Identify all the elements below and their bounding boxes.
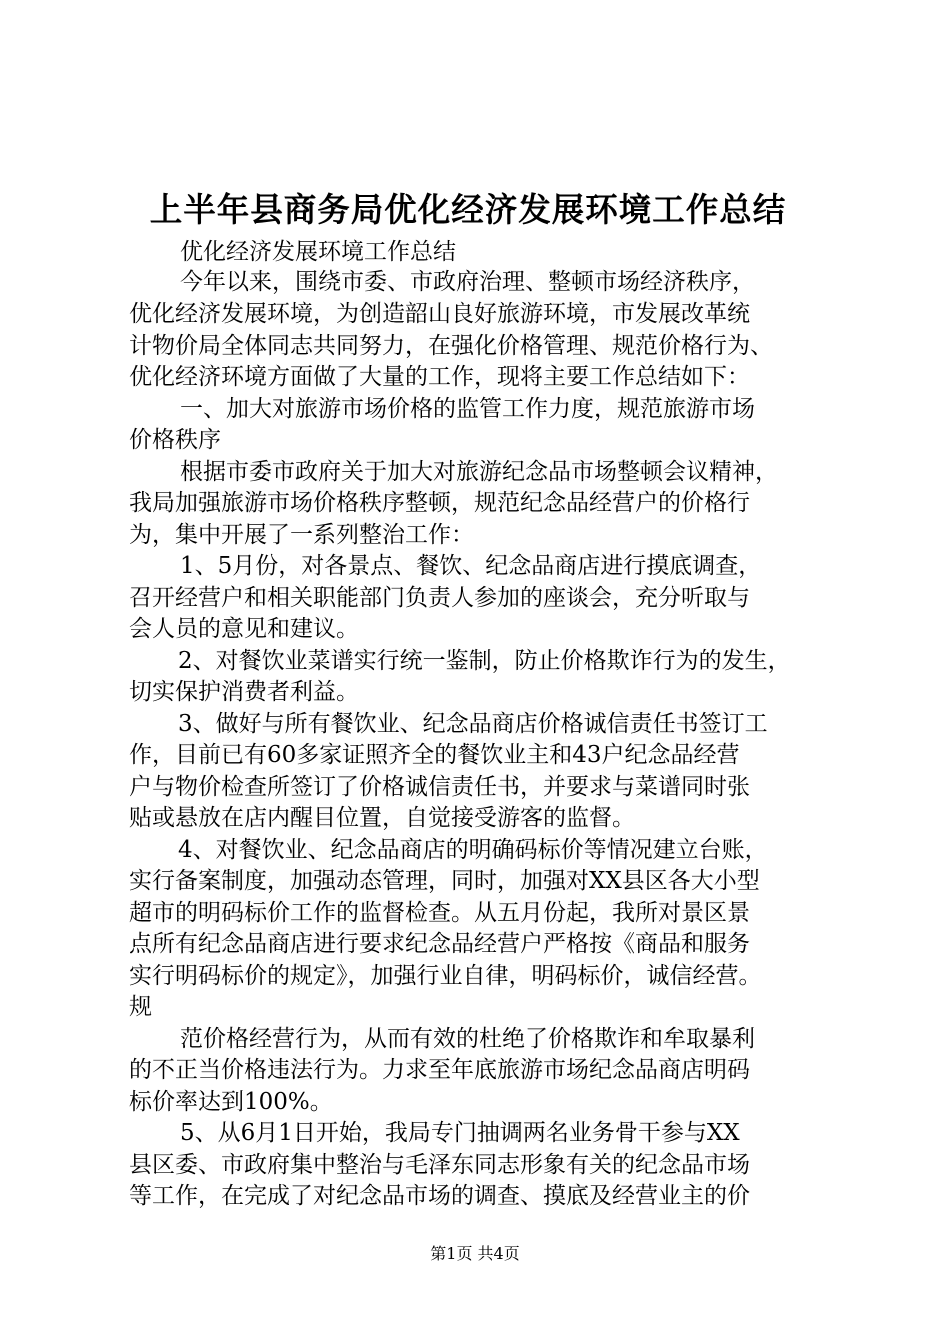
list-item-line: 1、5月份，对各景点、餐饮、纪念品商店进行摸底调查， [180,553,762,579]
list-item-line: 5、从6月1日开始，我局专门抽调两名业务骨干参与XX [180,1120,740,1146]
list-item-line: 点所有纪念品商店进行要求纪念品经营户严格按《商品和服务 [129,931,750,957]
list-item-line: 3、做好与所有餐饮业、纪念品商店价格诚信责任书签订工 [178,711,768,737]
list-item-line: 作，目前已有60多家证照齐全的餐饮业主和43户纪念品经营 [129,742,740,768]
paragraph-line: 优化经济发展环境，为创造韶山良好旅游环境，市发展改革统 [129,301,750,327]
list-item-line: 召开经营户和相关职能部门负责人参加的座谈会，充分听取与 [129,585,750,611]
list-item-line: 户与物价检查所签订了价格诚信责任书，并要求与菜谱同时张 [129,774,750,800]
list-item-line: 县区委、市政府集中整治与毛泽东同志形象有关的纪念品市场 [129,1152,750,1178]
list-item-line: 贴或悬放在店内醒目位置，自觉接受游客的监督。 [129,805,635,831]
paragraph-line: 优化经济环境方面做了大量的工作，现将主要工作总结如下： [129,364,750,390]
paragraph-line: 计物价局全体同志共同努力，在强化价格管理、规范价格行为、 [129,333,773,359]
paragraph-line: 根据市委市政府关于加大对旅游纪念品市场整顿会议精神， [180,459,778,485]
list-item-line: 规 [129,994,152,1020]
list-item-line: 切实保护消费者利益。 [129,679,359,705]
page-number-footer: 第1页 共4页 [430,1244,520,1263]
paragraph-line: 今年以来，围绕市委、市政府治理、整顿市场经济秩序， [180,269,755,295]
paragraph-line: 标价率达到100%。 [129,1089,333,1115]
list-item-line: 会人员的意见和建议。 [129,616,359,642]
list-item-line: 等工作，在完成了对纪念品市场的调查、摸底及经营业主的价 [129,1183,750,1209]
paragraph-line: 为，集中开展了一系列整治工作： [129,522,474,548]
paragraph-line: 范价格经营行为，从而有效的杜绝了价格欺诈和牟取暴利 [180,1026,755,1052]
list-item-line: 4、对餐饮业、纪念品商店的明确码标价等情况建立台账， [178,837,768,863]
section-heading-line: 价格秩序 [129,427,221,453]
list-item-line: 超市的明码标价工作的监督检查。从五月份起，我所对景区景 [129,900,750,926]
section-heading-line: 一、加大对旅游市场价格的监管工作力度，规范旅游市场 [180,396,755,422]
document-title: 上半年县商务局优化经济发展环境工作总结 [149,190,787,229]
list-item-line: 实行备案制度，加强动态管理，同时，加强对XX县区各大小型 [129,868,760,894]
list-item-line: 实行明码标价的规定》，加强行业自律，明码标价，诚信经营。 [129,963,762,989]
list-item-line: 2、对餐饮业菜谱实行统一鉴制，防止价格欺诈行为的发生， [178,648,791,674]
paragraph-line: 的不正当价格违法行为。力求至年底旅游市场纪念品商店明码 [129,1057,750,1083]
subtitle-line: 优化经济发展环境工作总结 [180,239,456,265]
paragraph-line: 我局加强旅游市场价格秩序整顿，规范纪念品经营户的价格行 [129,490,750,516]
